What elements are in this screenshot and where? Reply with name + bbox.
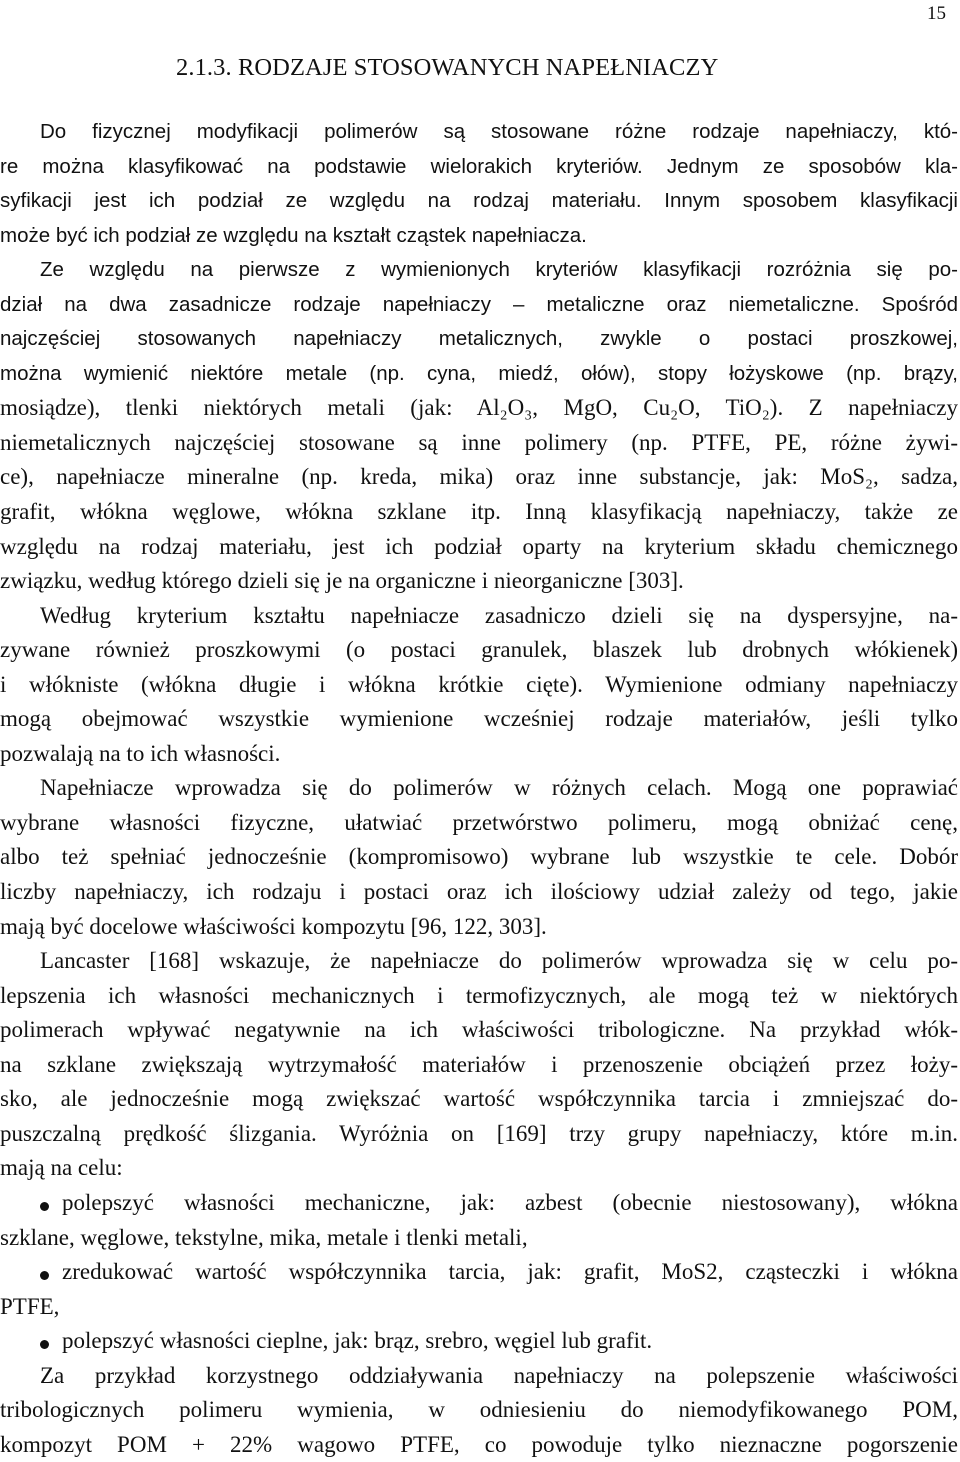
text-line <box>0 806 958 841</box>
text-line <box>0 426 958 461</box>
text-line <box>0 737 958 772</box>
line-text: względu na rodzaj materiału, jest ich podział oparty na kryterium składu chemicznego <box>0 533 958 559</box>
line-text: i włókniste (włókna długie i włókna krótkie cięte). Wymienione odmiany napełniaczy <box>0 671 958 697</box>
bullet-item-line <box>0 1324 958 1359</box>
text-line <box>0 288 958 323</box>
line-text: mają być docelowe właściwości kompozytu [96, 122, 303]. <box>0 913 547 939</box>
text-line <box>0 840 958 875</box>
section-heading: 2.1.3. RODZAJE STOSOWANYCH NAPEŁNIACZY <box>176 54 719 81</box>
line-text: na szklane zwiększają wytrzymałość materiałów i przenoszenie obciążeń przez łoży- <box>0 1051 958 1077</box>
text-line <box>0 702 958 737</box>
line-text: tribologicznych polimeru wymienia, w odniesieniu do niemodyfikowanego POM, <box>0 1397 958 1423</box>
line-text: mają na celu: <box>0 1155 123 1181</box>
text-line <box>0 1082 958 1117</box>
line-text: Według kryterium kształtu napełniacze zasadniczo dzieli się na dyspersyjne, na- <box>40 602 958 628</box>
line-text: sko, ale jednocześnie mogą zwiększać wartość współczynnika tarcia i zmniejszać do- <box>0 1086 958 1112</box>
text-line <box>0 979 958 1014</box>
line-text: syfikacji jest ich podział ze względu na rodzaj materiału. Innym sposobem klasyfikacji <box>0 189 958 213</box>
text-line <box>0 1117 958 1152</box>
text-line <box>0 495 958 530</box>
text-line <box>0 1048 958 1083</box>
line-text: mosiądze), tlenki niektórych metali (jak: Al₂O₃, MgO, Cu₂O, TiO₂). Z napełniaczy <box>0 395 958 421</box>
line-text: niemetalicznych najczęściej stosowane są inne polimery (np. PTFE, PE, różne żywi- <box>0 429 958 455</box>
text-line <box>0 322 958 357</box>
bullet-item-line <box>0 1186 958 1221</box>
line-text: można wymienić niektóre metale (np. cyna, miedź, ołów), stopy łożyskowe (np. brązy, <box>0 361 958 385</box>
bullet-icon <box>40 1340 49 1349</box>
line-text: puszczalną prędkość ślizgania. Wyróżnia on [169] trzy grupy napełniaczy, które m.in. <box>0 1120 958 1146</box>
text-line <box>0 1013 958 1048</box>
bullet-icon <box>40 1271 49 1280</box>
text-line <box>0 219 958 254</box>
text-line <box>0 460 958 495</box>
text-line <box>0 1359 958 1394</box>
line-text: re można klasyfikować na podstawie wielorakich kryteriów. Jednym ze sposobów kla- <box>0 154 958 178</box>
text-line <box>0 530 958 565</box>
line-text: polepszyć własności mechaniczne, jak: azbest (obecnie niestosowany), włókna <box>62 1189 958 1215</box>
line-text: polimerach wpływać negatywnie na ich właściwości tribologiczne. Na przykład włók- <box>0 1017 958 1043</box>
bullet-item-line <box>0 1255 958 1290</box>
line-text: Do fizycznej modyfikacji polimerów są stosowane różne rodzaje napełniaczy, któ- <box>40 120 958 143</box>
line-text: może być ich podział ze względu na kształt cząstek napełniacza. <box>0 223 587 247</box>
text-line <box>0 115 958 150</box>
text-line <box>0 875 958 910</box>
text-line <box>0 633 958 668</box>
line-text: Lancaster [168] wskazuje, że napełniacze do polimerów wprowadza się w celu po- <box>40 948 958 974</box>
line-text: pozwalają na to ich własności. <box>0 740 281 766</box>
text-line <box>0 357 958 392</box>
line-text: grafit, włókna węglowe, włókna szklane itp. Inną klasyfikacją napełniaczy, także ze <box>0 499 958 525</box>
text-line <box>0 1393 958 1428</box>
text-line <box>0 668 958 703</box>
body-text <box>0 115 958 1462</box>
line-text: szklane, węglowe, tekstylne, mika, metale i tlenki metali, <box>0 1224 528 1250</box>
line-text: wybrane własności fizyczne, ułatwiać przetwórstwo polimeru, mogą obniżać cenę, <box>0 809 958 835</box>
line-text: lepszenia ich własności mechanicznych i termofizycznych, ale mogą też w niektórych <box>0 982 958 1008</box>
text-line <box>0 1428 958 1462</box>
bullet-icon <box>40 1202 49 1211</box>
line-text: związku, według którego dzieli się je na organiczne i nieorganiczne [303]. <box>0 568 684 594</box>
line-text: mogą obejmować wszystkie wymienione wcześniej rodzaje materiałów, jeśli tylko <box>0 706 958 732</box>
line-text: dział na dwa zasadnicze rodzaje napełniaczy – metaliczne oraz niemetaliczne. Spośród <box>0 292 958 316</box>
text-line <box>0 184 958 219</box>
line-text: kompozyt POM + 22% wagowo PTFE, co powoduje tylko nieznaczne pogorszenie <box>0 1431 958 1457</box>
text-line <box>0 1221 958 1256</box>
text-line <box>0 771 958 806</box>
text-line <box>0 1151 958 1186</box>
text-line <box>0 150 958 185</box>
line-text: Napełniacze wprowadza się do polimerów w różnych celach. Mogą one poprawiać <box>40 775 958 801</box>
text-line <box>0 910 958 945</box>
line-text: ce), napełniacze mineralne (np. kreda, mika) oraz inne substancje, jak: MoS₂, sadza, <box>0 464 958 490</box>
page-number: 15 <box>927 3 946 24</box>
text-line <box>0 253 958 288</box>
line-text: Ze względu na pierwsze z wymienionych kryteriów klasyfikacji rozróżnia się po- <box>40 258 958 282</box>
text-line <box>0 1290 958 1325</box>
line-text: zredukować wartość współczynnika tarcia, jak: grafit, MoS2, cząsteczki i włókna <box>62 1259 958 1285</box>
line-text: liczby napełniaczy, ich rodzaju i postaci oraz ich ilościowy udział zależy od tego, jakie <box>0 879 958 905</box>
line-text: PTFE, <box>0 1293 60 1319</box>
line-text: najczęściej stosowanych napełniaczy metalicznych, zwykle o postaci proszkowej, <box>0 327 958 351</box>
text-line <box>0 944 958 979</box>
line-text: zywane również proszkowymi (o postaci granulek, blaszek lub drobnych włókienek) <box>0 637 958 663</box>
line-text: polepszyć własności cieplne, jak: brąz, srebro, węgiel lub grafit. <box>62 1328 653 1354</box>
text-line <box>0 391 958 426</box>
line-text: albo też spełniać jednocześnie (kompromisowo) wybrane lub wszystkie te cele. Dobór <box>0 844 958 870</box>
line-text: Za przykład korzystnego oddziaływania napełniaczy na polepszenie właściwości <box>40 1362 958 1388</box>
text-line <box>0 599 958 634</box>
text-line <box>0 564 958 599</box>
